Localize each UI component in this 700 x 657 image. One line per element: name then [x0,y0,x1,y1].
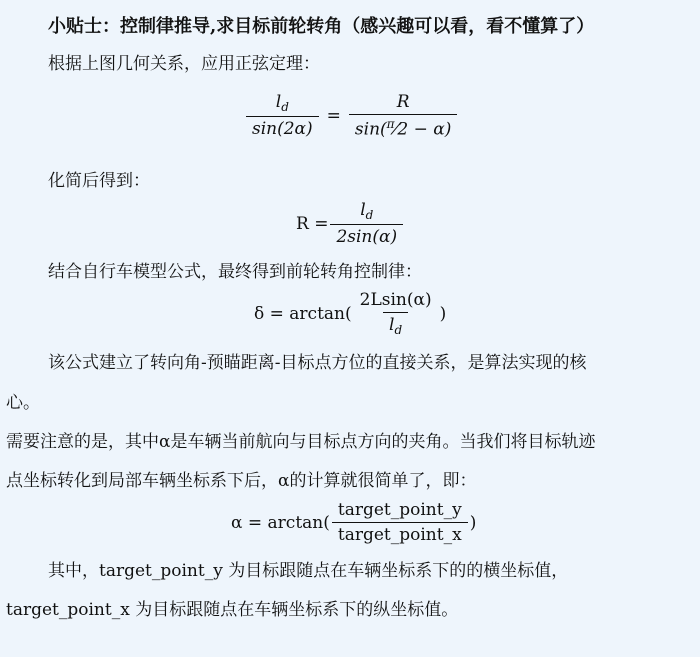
eq3-den: l [389,315,395,335]
fraction-radius [330,200,403,247]
fraction-alpha [332,500,468,545]
paragraph-alpha-1: 需要注意的是，其中α是车辆当前航向与目标点方向的夹角。当我们将目标轨迹 [6,432,596,452]
eq4-num: target_point_y [337,500,462,520]
paragraph-sine-law: 根据上图几何关系，应用正弦定理： [48,54,320,74]
paragraph-relationship-2: 心。 [6,393,40,413]
eq2-lhs: R = [296,213,329,234]
eq2-num: l [360,200,366,220]
eq4-close: ) [469,512,477,533]
equation-radius [296,200,405,247]
eq3-den-sub: d [394,323,403,337]
tip-title: 小贴士：控制律推导,求目标前轮转角（感兴趣可以看，看不懂算了） [48,16,595,37]
fraction-steering [354,290,438,337]
eq2-num-sub: d [365,208,374,222]
eq1-lhs-num: l [275,92,282,113]
eq4-lhs: α = arctan( [231,512,330,533]
paragraph-target-y: 其中，target_point_y 为目标跟随点在车辆坐标系下的的横坐标值， [48,561,569,581]
eq1-lhs-num-sub: d [281,100,289,115]
eq3-lhs: δ = arctan( [254,303,352,324]
eq3-close: ) [439,303,447,324]
paragraph-alpha-2: 点坐标转化到局部车辆坐标系下后，α的计算就很简单了，即： [6,471,477,491]
equation-sine-law: $\frac{l_d}{\sin(2\alpha)}$ = $\frac{R}{\sin(^\pi⁄2 - \alpha)}$ [244,92,459,140]
eq3-num: 2Lsin(α) [359,290,432,310]
equation-steering-law [254,290,446,337]
eq1-rhs-den-pre: sin( [354,119,387,140]
eq2-den: 2sin(α) [330,224,403,247]
paragraph-simplify: 化简后得到： [48,171,150,191]
fraction-rhs [349,92,457,140]
eq1-rhs-num: R [396,92,410,112]
paragraph-relationship-1: 该公式建立了转向角-预瞄距离-目标点方位的直接关系，是算法实现的核 [48,353,587,373]
fraction-lhs [246,92,319,139]
paragraph-bicycle-model: 结合自行车模型公式，最终得到前轮转角控制律： [48,262,422,282]
eq1-rhs-den-pi: π [386,117,395,131]
eq1-lhs-den: sin(2α) [246,116,319,139]
paragraph-target-x: target_point_x 为目标跟随点在车辆坐标系下的纵坐标值。 [6,600,459,620]
eq4-den: target_point_x [332,522,468,545]
equation-alpha [231,500,476,545]
eq1-rhs-den-post: ⁄2 − α) [394,119,452,140]
